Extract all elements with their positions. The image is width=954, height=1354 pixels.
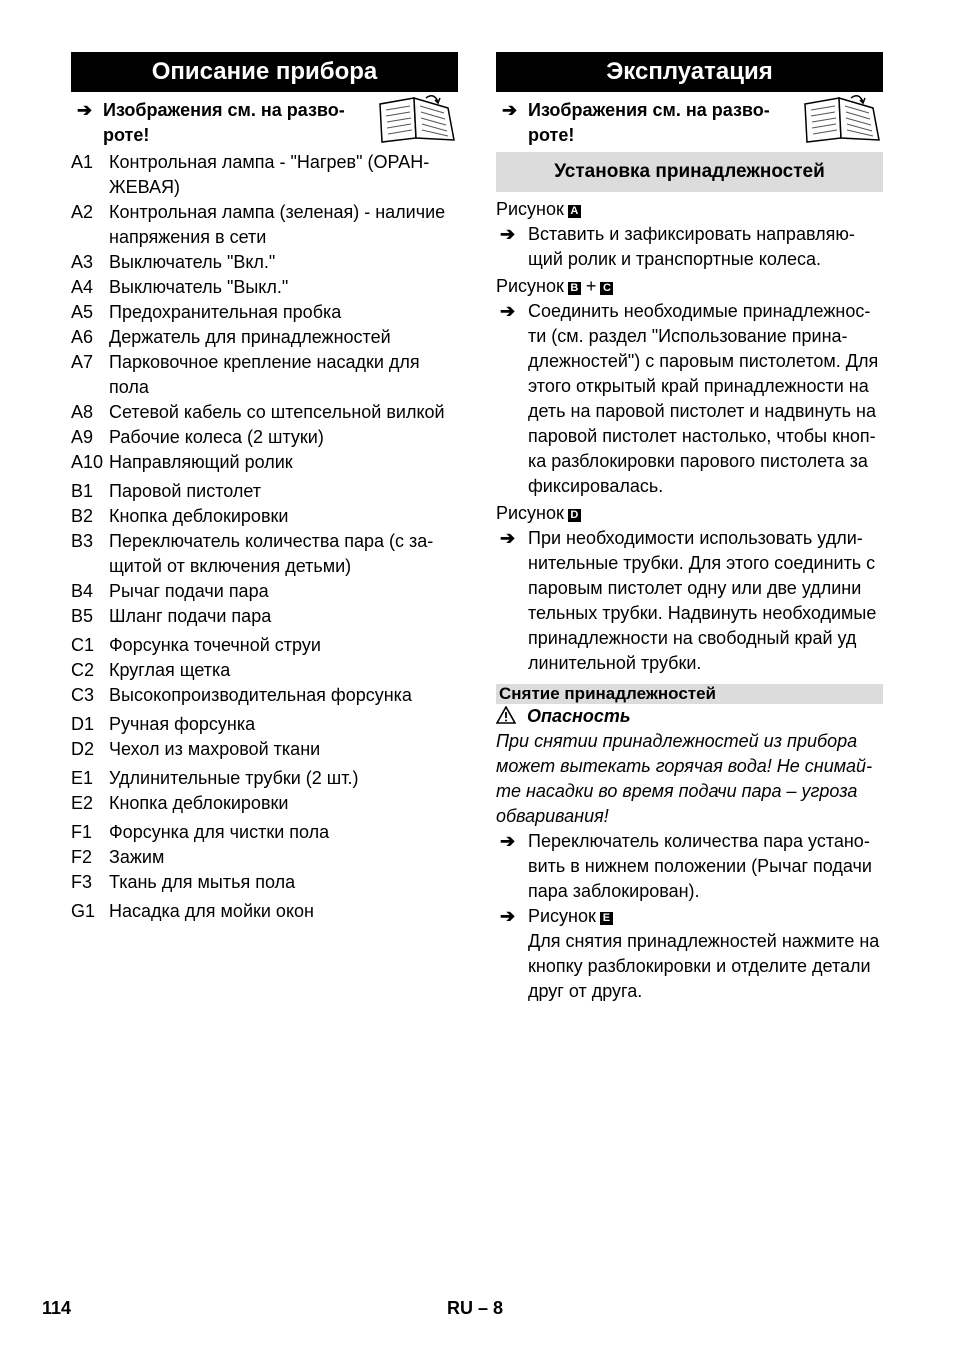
figure-ref-bc: Рисунок B + C [496,274,883,299]
danger-label: Опасность [496,704,883,729]
instruction-step: ➔ Вставить и зафиксировать направляю-щий ролик и транспортные колеса. [496,222,883,272]
list-item: B2 Кнопка деблокировки [71,506,289,526]
page-number: 114 [42,1298,72,1318]
open-book-icon [376,94,458,144]
list-item: D2 Чехол из махровой ткани [71,739,321,759]
arrow-icon: ➔ [502,100,518,120]
foldout-note [71,98,458,146]
list-item: C2 Круглая щетка [71,660,231,680]
section-title-operation: Эксплуатация [496,52,883,92]
figure-letter-d: D [568,509,581,522]
danger-text: При снятии принадлежностей из прибора может вытекать горячая вода! Не снимай-те насадки во время подачи пара – угроза обваривания! [496,731,873,826]
arrow-icon: ➔ [500,301,516,321]
list-item: G1 Насадка для мойки окон [71,901,314,921]
figure-ref-d: Рисунок D [496,501,883,526]
list-item: E1 Удлинительные трубки (2 шт.) [71,768,359,788]
list-item: A3 Выключатель "Вкл." [71,252,276,272]
subsection-install-accessories: Установка принадлежностей [496,152,883,192]
foldout-note-text: Изображения см. на разво-роте! [103,100,345,145]
list-item: A5 Предохранительная пробка [71,302,342,322]
list-item: B1 Паровой пистолет [71,481,262,501]
list-item: A9 Рабочие колеса (2 штуки) [71,427,324,447]
figure-letter-a: A [568,205,581,218]
section-page-label: RU – 8 [447,1298,504,1318]
list-item: F2 Зажим [71,847,165,867]
list-item: E2 Кнопка деблокировки [71,793,289,813]
foldout-note-text: Изображения см. на разво-роте! [528,100,770,145]
foldout-note [496,98,883,146]
list-item: F3 Ткань для мытья пола [71,872,296,892]
list-item: C1 Форсунка точечной струи [71,635,321,655]
right-column [496,52,883,1004]
list-item: D1 Ручная форсунка [71,714,256,734]
figure-ref-a: Рисунок A [496,197,883,222]
figure-letter-b: B [568,282,581,295]
list-item: A1 Контрольная лампа - "Нагрев" (ОРАН-ЖЕВАЯ) [71,152,430,197]
arrow-icon: ➔ [500,528,516,548]
list-item: A6 Держатель для принадлежностей [71,327,391,347]
figure-letter-e: E [600,912,613,925]
arrow-icon: ➔ [500,224,516,244]
list-item: A10 Направляющий ролик [71,452,293,472]
instruction-step: ➔ Соединить необходимые принадлежнос-ти (см. раздел "Использование прина-длежностей") с паровым пистолетом. Для этого открытый край принадлежности на деть на паровой пистолет и надвинуть на паровой пистолет настолько, чтобы кноп-ка разблокировки парового пистолета за фиксировалась. [496,299,883,499]
list-item: B3 Переключатель количества пара (с за-щитой от включения детьми) [71,531,434,576]
instruction-step: ➔ При необходимости использовать удли-нительные трубки. Для этого соединить с паровым пистолет одну или две удлини тельных трубки. Надвинуть необходимые принадлежности на свободный край уд линительной трубки. [496,526,883,676]
figure-letter-c: C [600,282,613,295]
list-item: A8 Сетевой кабель со штепсельной вилкой [71,402,445,422]
list-item: F1 Форсунка для чистки пола [71,822,330,842]
list-item: B4 Рычаг подачи пара [71,581,269,601]
arrow-icon: ➔ [77,100,93,120]
warning-triangle-icon [496,706,516,724]
parts-list [71,150,458,924]
section-title-description: Описание прибора [71,52,458,92]
left-column [71,52,458,924]
instruction-step: ➔ Рисунок E Для снятия принадлежностей нажмите на кнопку разблокировки и отделите детали друг от друга. [496,904,883,1004]
arrow-icon: ➔ [500,906,516,926]
list-item: A2 Контрольная лампа (зеленая) - наличие напряжения в сети [71,202,446,247]
list-item: A7 Парковочное крепление насадки для пола [71,352,420,397]
arrow-icon: ➔ [500,831,516,851]
list-item: A4 Выключатель "Выкл." [71,277,289,297]
list-item: B5 Шланг подачи пара [71,606,272,626]
list-item: C3 Высокопроизводительная форсунка [71,685,412,705]
instruction-step: ➔ Переключатель количества пара устано-вить в нижнем положении (Рычаг подачи пара заблокирован). [496,829,883,904]
subsection-remove-accessories: Снятие принадлежностей [496,684,883,704]
open-book-icon [801,94,883,144]
